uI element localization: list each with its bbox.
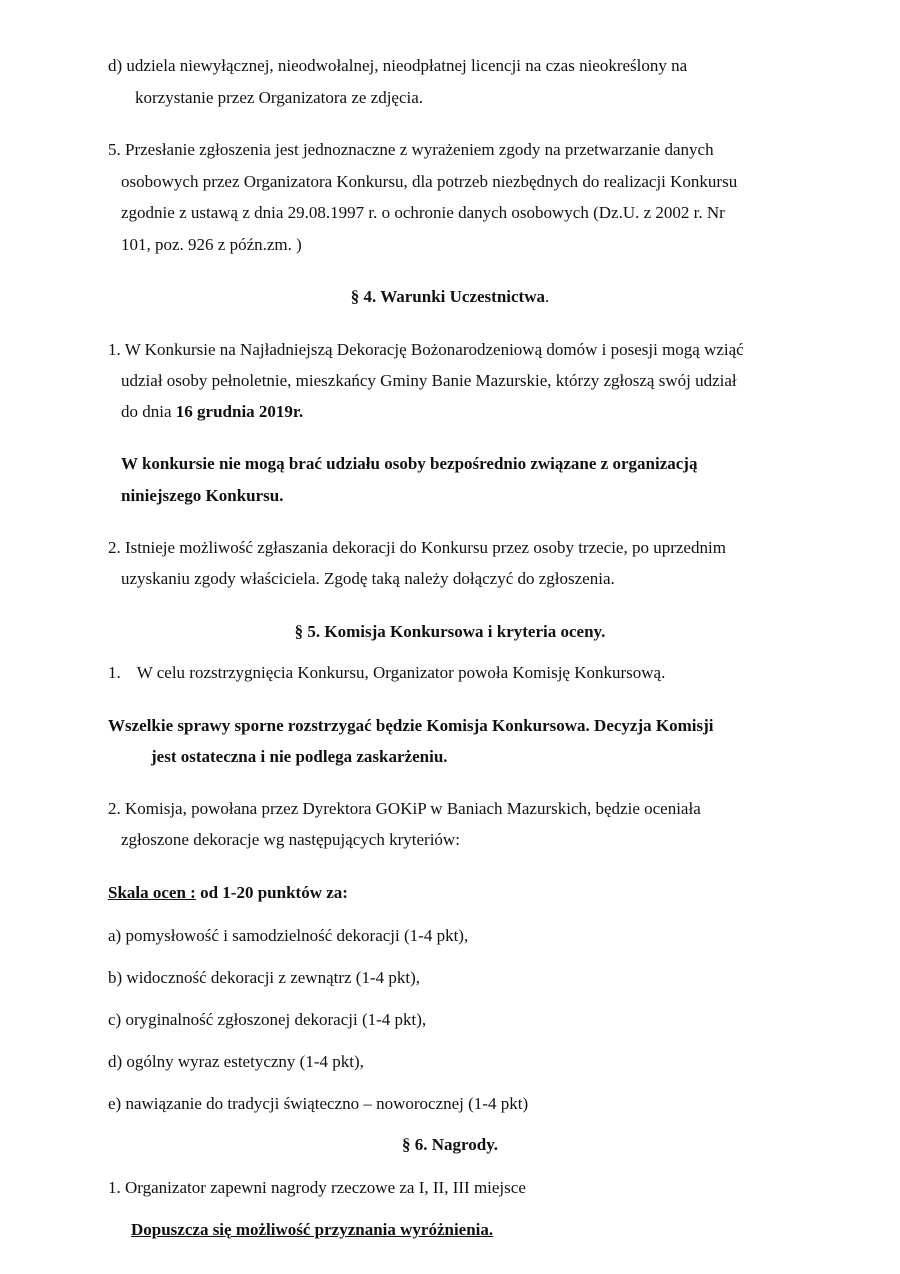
section5-p1-text: W celu rozstrzygnięcia Konkursu, Organizator powoła Komisję Konkursową. (136, 663, 666, 682)
disputes-line1: Wszelkie sprawy sporne rozstrzygać będzie Komisja Konkursowa. Decyzja Komisji (108, 716, 714, 735)
section4-p1-line2: udział osoby pełnoletnie, mieszkańcy Gminy Banie Mazurskie, którzy zgłoszą swój udział (121, 371, 737, 390)
disputes-line2: jest ostateczna i nie podlega zaskarżeniu. (151, 747, 448, 766)
section5-p1-number: 1. (108, 663, 121, 682)
scale-text: od 1-20 punktów za: (195, 883, 348, 902)
criterion-a: a) pomysłowość i samodzielność dekoracji (1-4 pkt), (108, 926, 469, 945)
section4-heading-text: § 4. Warunki Uczestnictwa (350, 287, 545, 306)
section6-heading: § 6. Nagrody. (401, 1135, 499, 1154)
section5-p2-line2: zgłoszone dekoracje wg następujących kryteriów: (121, 830, 460, 849)
criterion-d: d) ogólny wyraz estetyczny (1-4 pkt), (108, 1052, 364, 1071)
section6-p1: 1. Organizator zapewni nagrody rzeczowe za I, II, III miejsce (108, 1178, 526, 1197)
deadline-prefix: do dnia (121, 402, 176, 421)
section4-p2-line1: 2. Istnieje możliwość zgłaszania dekoracji do Konkursu przez osoby trzecie, po uprzednim (108, 538, 726, 557)
item-5-line4: 101, poz. 926 z późn.zm. ) (121, 235, 302, 254)
section4-p1-line1: 1. W Konkursie na Najładniejszą Dekorację Bożonarodzeniową domów i posesji mogą wziąć (108, 340, 744, 359)
scale-label: Skala ocen : (108, 883, 196, 902)
section4-heading (0, 287, 900, 307)
exclusion-line2: niniejszego Konkursu. (121, 486, 284, 505)
section5-p2-line1: 2. Komisja, powołana przez Dyrektora GOKiP w Baniach Mazurskich, będzie oceniała (108, 799, 701, 818)
item-5-line2: osobowych przez Organizatora Konkursu, dla potrzeb niezbędnych do realizacji Konkursu (121, 172, 738, 191)
section4-heading-suffix: . (545, 287, 550, 306)
distinction-note: Dopuszcza się możliwość przyznania wyróżnienia. (131, 1220, 494, 1239)
item-d-line1: d) udziela niewyłącznej, nieodwołalnej, nieodpłatnej licencji na czas nieokreślony na (108, 56, 688, 75)
section5-p1 (108, 663, 665, 683)
exclusion-line1: W konkursie nie mogą brać udziału osoby bezpośrednio związane z organizacją (121, 454, 698, 473)
criterion-c: c) oryginalność zgłoszonej dekoracji (1-4 pkt), (108, 1010, 427, 1029)
item-5-line1: 5. Przesłanie zgłoszenia jest jednoznaczne z wyrażeniem zgody na przetwarzanie danych (108, 140, 714, 159)
section4-p1-line3 (121, 402, 303, 422)
scale-line (108, 883, 348, 903)
section4-p2-line2: uzyskaniu zgody właściciela. Zgodę taką należy dołączyć do zgłoszenia. (121, 569, 615, 588)
item-5-line3: zgodnie z ustawą z dnia 29.08.1997 r. o ochronie danych osobowych (Dz.U. z 2002 r. Nr (121, 203, 725, 222)
criterion-e: e) nawiązanie do tradycji świąteczno – noworocznej (1-4 pkt) (108, 1094, 529, 1113)
deadline-date: 16 grudnia 2019r. (175, 402, 304, 421)
item-d-line2: korzystanie przez Organizatora ze zdjęcia. (135, 88, 424, 107)
section5-heading: § 5. Komisja Konkursowa i kryteria oceny. (294, 622, 606, 641)
criterion-b: b) widoczność dekoracji z zewnątrz (1-4 pkt), (108, 968, 421, 987)
